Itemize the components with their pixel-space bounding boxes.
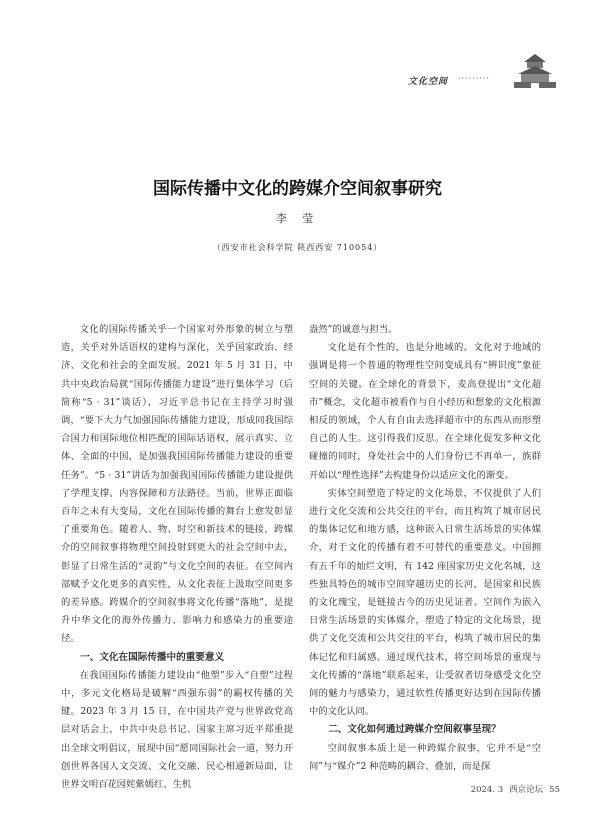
right-column	[309, 321, 541, 776]
section-heading: 一、文化在国际传播中的重要意义	[80, 651, 225, 663]
header-dots: ·········	[458, 74, 490, 83]
paragraph: 在我国国际传播能力建设由“他塑”步入“自塑”过程中，多元文化格局是破解“西强东弱”的霸权传播的关键。2023 年 3 月 15 日，在中国共产党与世界政党高层对话会上，中共中央总书记、国家主席习近平郑重提出全球文明倡议，展现中国“愿同国际社会一道，努力开创世界各国人文交流、文化交融、民心相通新局面，让世界文明百花园姹紫嫣红、生机	[61, 669, 293, 791]
section-heading: 二、文化如何通过跨媒介空间叙事呈现？	[328, 724, 501, 736]
paragraph: 文化是有个性的，也是分地域的。文化对于地域的强调是将一个普通的物理性空间变成具有“辨识度”象征空间的关键。在全球化的背景下，麦高登提出“文化超市”概念，文化超市被看作与自小经历和想象的文化根源相反的领域，个人有自由去选择超市中的东西从而形塑自己的人生。这引得我们反思。在全球化促发多种文化碰撞的同时，身处社会中的人们身份已不再单一，族群开始以“理性选择”去构建身份以适应文化的渐变。	[309, 342, 541, 481]
left-column	[61, 321, 293, 794]
paragraph: 盎然”的诚意与担当。	[309, 324, 398, 335]
author-affiliation: （西安市社会科学院 陕西西安 710054）	[212, 243, 383, 252]
paragraph: 文化的国际传播关乎一个国家对外形象的树立与塑造，关乎对外话语权的建构与深化，关乎国家政治、经济、文化和社会的全面发展。2021 年 5 月 31 日，中共中央政治局就“国际传播能力建设”进行集体学习（后简称“5 · 31”谈话），习近平总书记在主持学习时强调，“要下大力气加强国际传播能力建设，形成同我国综合国力和国际地位相匹配的国际话语权，展示真实、立体、全面的中国，是加强我国国际传播能力建设的重要任务”。“5 · 31”讲话为加强我国国际传播能力建设提供了学理支撑、内容保障和方法路径。当前，世界正面临百年之未有大变局，文化在国际传播的舞台上愈发彰显了重要角色。随着人、物、时空和新技术的链接，跨媒介的空间叙事将物理空间投射到更大的社会空间中去，彰显了日常生活的“灵韵”与文化空间的表征。在空间内部赋予文化更多的真实性，从文化表征上汲取空间更多的差异感。跨媒介的空间叙事将文化传播“落地”，是提升中华文化的海外传播力、影响力和感染力的重要途径。	[61, 324, 293, 645]
page-footer	[420, 783, 560, 795]
article-title: 国际传播中文化的跨媒介空间叙事研究	[153, 179, 442, 199]
tower-emblem-icon	[510, 52, 560, 90]
journal-name: 西京论坛	[509, 785, 544, 795]
issue-number: 2024. 3	[470, 785, 504, 795]
page-number: 55	[549, 785, 560, 795]
paragraph: 实体空间塑造了特定的文化场景，不仅提供了人们进行文化交流和公共交往的平台，而且构筑了城市居民的集体记忆和地方感，这种嵌入日常生活场景的实体媒介，对于文化的传播有着不可替代的重要意义。中国拥有五千年的灿烂文明，有 142 座国家历史文化名城，这些独具特色的城市空间穿越历史的长河，是国家和民族的文化瑰宝，是链接古今的历史见证者。空间作为嵌入日常生活场景的实体媒介，塑造了特定的文化场景，提供了文化交流和公共交往的平台，构筑了城市居民的集体记忆和归属感。通过现代技术，将空间场景的重现与文化传播的“落地”联系起来，让受叙者切身感受文化空间的魅力与感染力，通过软性传播更好达到在国际传播中的文化认同。	[309, 487, 541, 718]
article-author: 李 莹	[275, 212, 320, 225]
paragraph: 空间叙事本质上是一种跨媒介叙事，它并不是“空间”与“媒介”2 种范畴的耦合、叠加，而是探	[309, 742, 541, 772]
section-name: 文化空间	[408, 77, 449, 87]
